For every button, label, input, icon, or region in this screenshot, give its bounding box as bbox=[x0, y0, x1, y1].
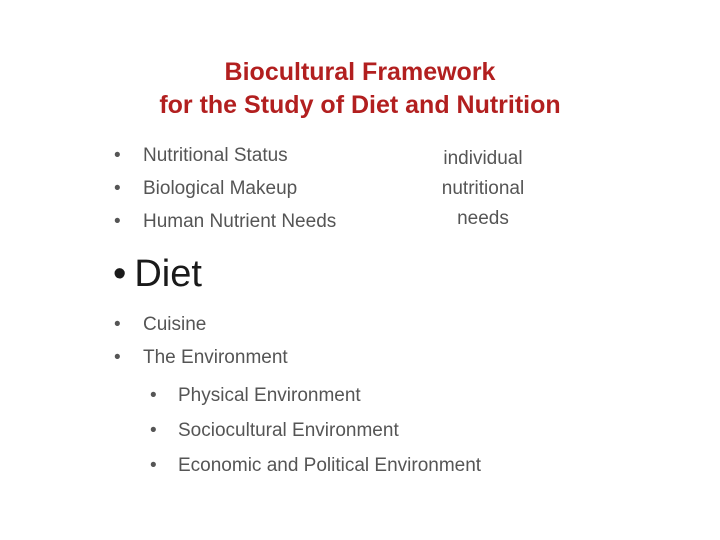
bullet-icon: • bbox=[114, 347, 121, 368]
slide-title-line-1: Biocultural Framework bbox=[224, 58, 496, 86]
diet-heading bbox=[113, 250, 202, 298]
bullet-icon: • bbox=[114, 145, 121, 166]
list-item bbox=[150, 413, 481, 448]
list-item bbox=[150, 448, 481, 483]
side-note-line-3: needs bbox=[457, 208, 509, 229]
slide-title-line-2: for the Study of Diet and Nutrition bbox=[159, 91, 561, 119]
bottom-bullet-list bbox=[114, 308, 288, 374]
side-note bbox=[418, 144, 548, 234]
side-note-line-2: nutritional bbox=[441, 178, 525, 199]
list-item bbox=[114, 205, 336, 238]
list-item bbox=[114, 139, 336, 172]
bullet-icon: • bbox=[150, 420, 157, 441]
list-item-text: Economic and Political Environment bbox=[178, 455, 482, 476]
bullet-icon: • bbox=[113, 253, 127, 295]
list-item bbox=[114, 172, 336, 205]
bullet-icon: • bbox=[114, 314, 121, 335]
side-note-line-1: individual bbox=[443, 148, 523, 169]
bullet-icon: • bbox=[114, 211, 121, 232]
list-item bbox=[114, 341, 288, 374]
bullet-icon: • bbox=[114, 178, 121, 199]
list-item-text: Cuisine bbox=[143, 314, 207, 335]
bullet-icon: • bbox=[150, 385, 157, 406]
list-item-text: The Environment bbox=[143, 347, 288, 368]
list-item-text: Biological Makeup bbox=[143, 178, 298, 199]
list-item-text: Physical Environment bbox=[178, 385, 361, 406]
list-item bbox=[114, 308, 288, 341]
top-bullet-list bbox=[114, 139, 336, 238]
bullet-icon: • bbox=[150, 455, 157, 476]
diet-heading-text: Diet bbox=[134, 253, 202, 295]
list-item bbox=[150, 378, 481, 413]
list-item-text: Nutritional Status bbox=[143, 145, 288, 166]
list-item-text: Sociocultural Environment bbox=[178, 420, 399, 441]
environment-sub-list bbox=[150, 378, 481, 483]
slide-title bbox=[0, 56, 720, 122]
list-item-text: Human Nutrient Needs bbox=[143, 211, 337, 232]
